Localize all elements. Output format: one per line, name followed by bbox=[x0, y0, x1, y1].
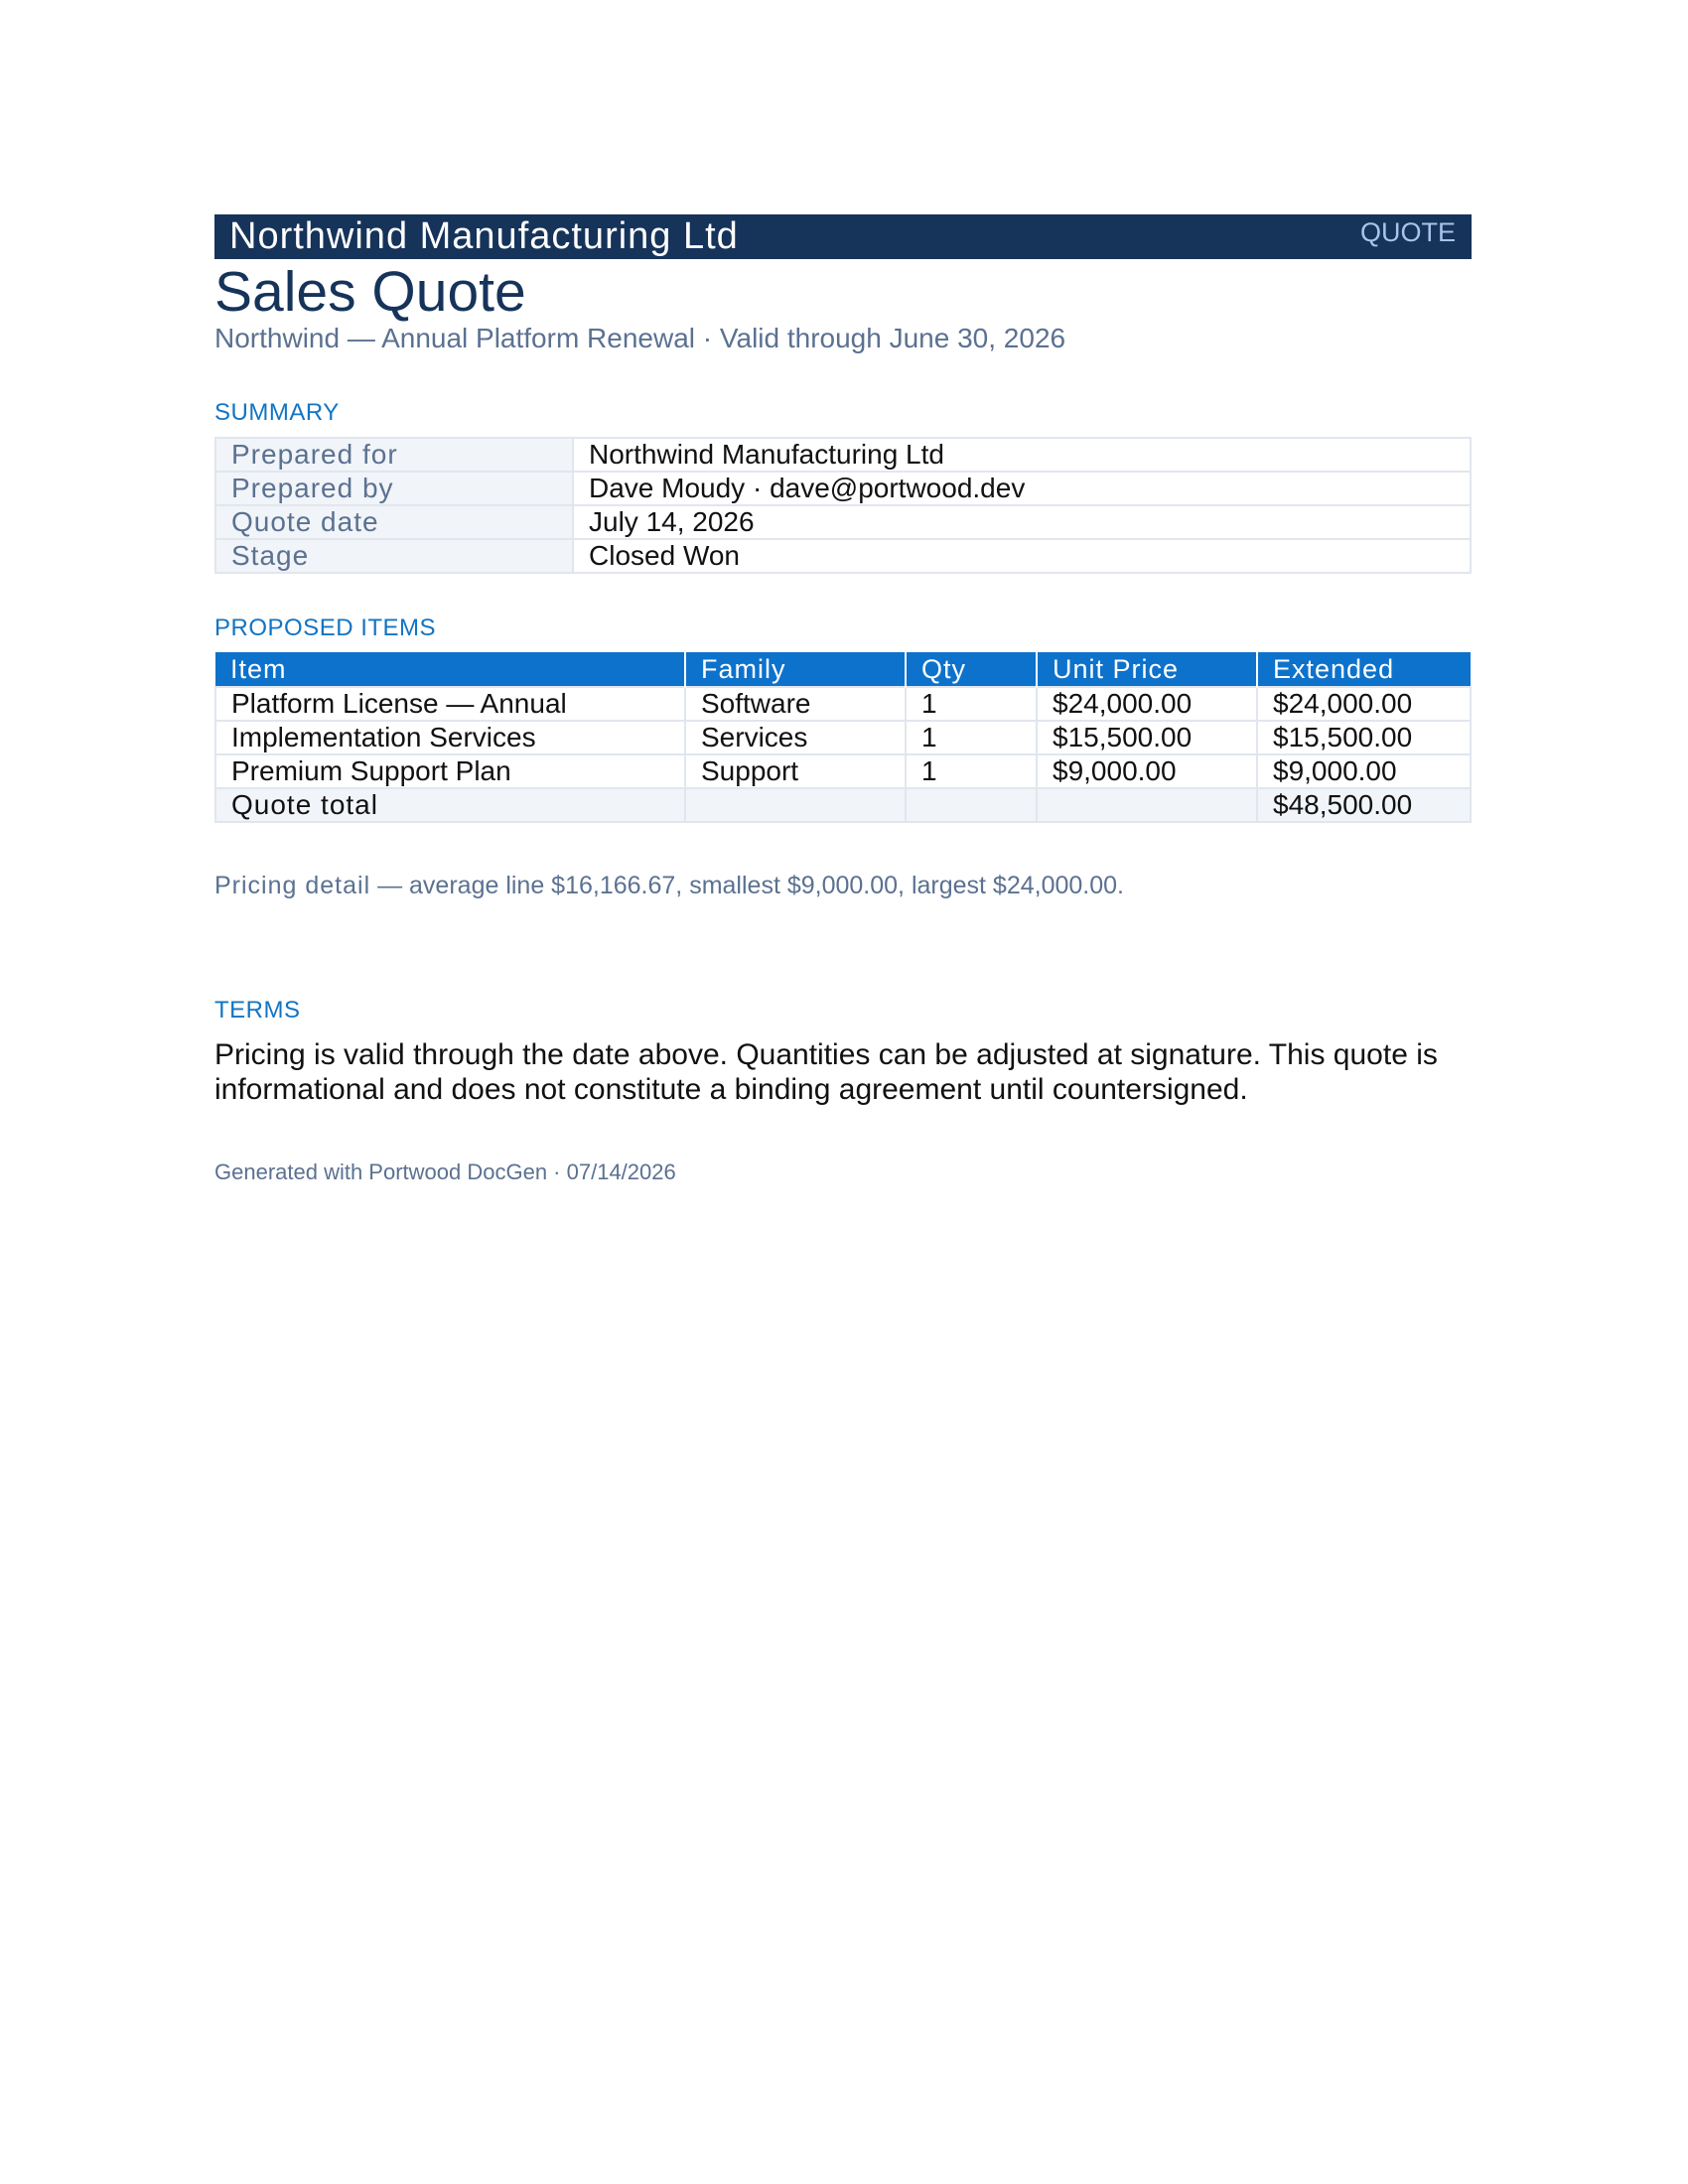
table-row bbox=[215, 687, 1471, 721]
item-qty: 1 bbox=[906, 721, 1037, 754]
item-unit-price: $24,000.00 bbox=[1037, 687, 1257, 721]
pricing-detail-text: — average line $16,166.67, smallest $9,000.00, largest $24,000.00. bbox=[370, 872, 1124, 899]
item-name: Platform License — Annual bbox=[215, 687, 685, 721]
items-heading: PROPOSED ITEMS bbox=[214, 614, 437, 641]
table-row bbox=[215, 754, 1471, 788]
summary-label: Prepared for bbox=[215, 438, 573, 472]
item-family: Support bbox=[685, 754, 906, 788]
table-header-row bbox=[215, 652, 1471, 687]
item-qty: 1 bbox=[906, 687, 1037, 721]
item-extended: $24,000.00 bbox=[1257, 687, 1471, 721]
pricing-detail bbox=[214, 871, 1472, 900]
item-unit-price: $15,500.00 bbox=[1037, 721, 1257, 754]
column-header-extended: Extended bbox=[1257, 652, 1471, 687]
item-family: Services bbox=[685, 721, 906, 754]
summary-row bbox=[215, 539, 1471, 573]
summary-value: Closed Won bbox=[573, 539, 1471, 573]
pricing-detail-label: Pricing detail bbox=[214, 872, 371, 899]
table-row bbox=[215, 721, 1471, 754]
total-label: Quote total bbox=[215, 788, 685, 822]
total-empty-cell bbox=[685, 788, 906, 822]
item-family: Software bbox=[685, 687, 906, 721]
document-type-tag: QUOTE bbox=[1359, 217, 1456, 247]
item-name: Premium Support Plan bbox=[215, 754, 685, 788]
summary-heading: SUMMARY bbox=[214, 399, 340, 426]
summary-row bbox=[215, 438, 1471, 472]
item-name: Implementation Services bbox=[215, 721, 685, 754]
item-extended: $15,500.00 bbox=[1257, 721, 1471, 754]
summary-row bbox=[215, 505, 1471, 539]
quote-document bbox=[214, 214, 1472, 1186]
column-header-item: Item bbox=[215, 652, 685, 687]
terms-text: Pricing is valid through the date above. Quantities can be adjusted at signature. This quote is informational and does not constitute a binding agreement until countersigned. bbox=[214, 1038, 1438, 1106]
total-value: $48,500.00 bbox=[1257, 788, 1471, 822]
page-title: Sales Quote bbox=[214, 260, 526, 324]
summary-label: Quote date bbox=[215, 505, 573, 539]
summary-value: Northwind Manufacturing Ltd bbox=[573, 438, 1471, 472]
column-header-unit-price: Unit Price bbox=[1037, 652, 1257, 687]
page-subtitle: Northwind — Annual Platform Renewal · Valid through June 30, 2026 bbox=[214, 323, 1066, 353]
item-unit-price: $9,000.00 bbox=[1037, 754, 1257, 788]
total-row bbox=[215, 788, 1471, 822]
summary-row bbox=[215, 472, 1471, 505]
total-empty-cell bbox=[1037, 788, 1257, 822]
summary-label: Prepared by bbox=[215, 472, 573, 505]
footer-note: Generated with Portwood DocGen · 07/14/2026 bbox=[214, 1160, 676, 1184]
company-name: Northwind Manufacturing Ltd bbox=[229, 215, 739, 257]
item-extended: $9,000.00 bbox=[1257, 754, 1471, 788]
item-qty: 1 bbox=[906, 754, 1037, 788]
header-banner bbox=[214, 214, 1472, 259]
items-table bbox=[214, 652, 1472, 823]
column-header-family: Family bbox=[685, 652, 906, 687]
summary-table bbox=[214, 437, 1472, 574]
terms-heading: TERMS bbox=[214, 997, 301, 1024]
summary-label: Stage bbox=[215, 539, 573, 573]
summary-value: Dave Moudy · dave@portwood.dev bbox=[573, 472, 1471, 505]
total-empty-cell bbox=[906, 788, 1037, 822]
column-header-qty: Qty bbox=[906, 652, 1037, 687]
summary-value: July 14, 2026 bbox=[573, 505, 1471, 539]
